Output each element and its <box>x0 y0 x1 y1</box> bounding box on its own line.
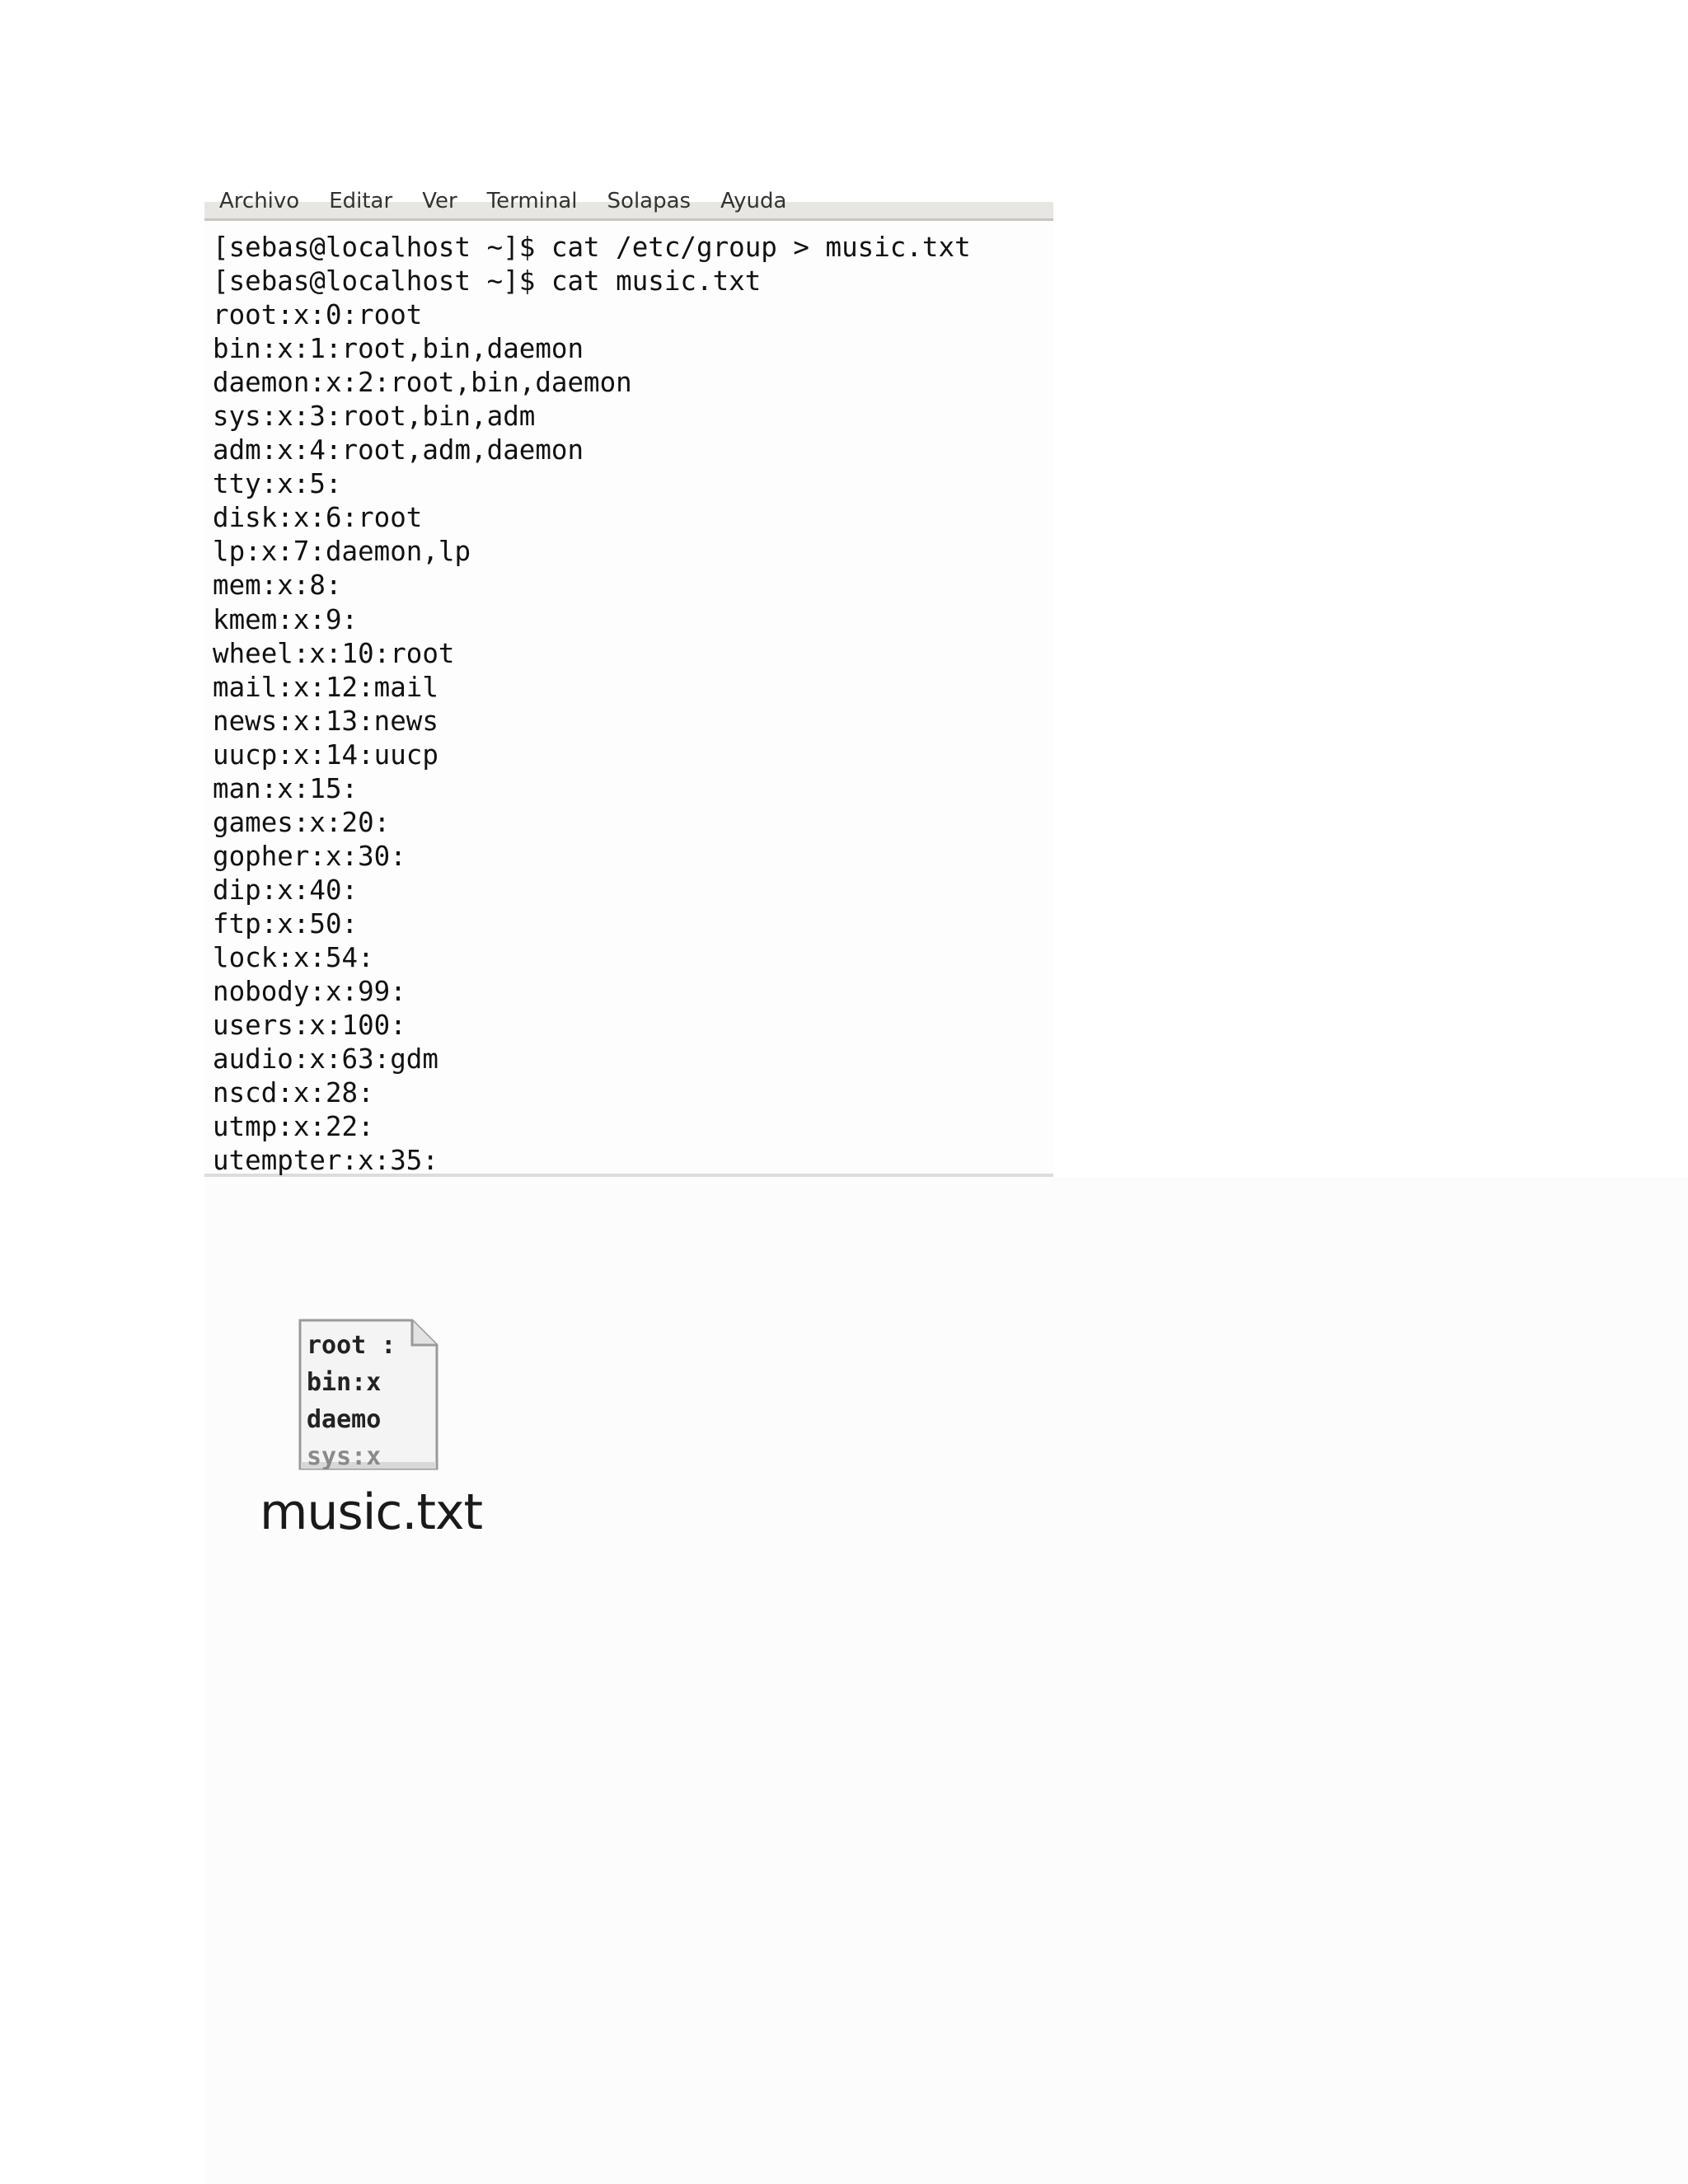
terminal-line: lp:x:7:daemon,lp <box>213 536 471 568</box>
file-preview-line: bin:x <box>307 1368 382 1397</box>
terminal-line: utempter:x:35: <box>213 1145 438 1177</box>
terminal-line: ftp:x:50: <box>213 907 359 940</box>
terminal-line: mem:x:8: <box>213 569 342 602</box>
terminal-line: utmp:x:22: <box>213 1111 374 1143</box>
menu-ver[interactable]: Ver <box>422 189 457 213</box>
menu-editar[interactable]: Editar <box>329 189 393 213</box>
terminal-line: tty:x:5: <box>213 468 342 500</box>
terminal-line: daemon:x:2:root,bin,daemon <box>213 367 632 399</box>
terminal-line: users:x:100: <box>213 1010 406 1042</box>
text-file-icon[interactable] <box>297 1317 440 1472</box>
terminal-line: wheel:x:10:root <box>213 637 455 669</box>
menu-terminal[interactable]: Terminal <box>486 189 578 213</box>
terminal-line: root:x:0:root <box>213 299 423 331</box>
menu-solapas[interactable]: Solapas <box>607 189 692 213</box>
file-preview-line: root : <box>307 1331 396 1360</box>
terminal-line: [sebas@localhost ~]$ cat music.txt <box>213 265 762 298</box>
terminal-line: sys:x:3:root,bin,adm <box>213 401 536 433</box>
terminal-line: kmem:x:9: <box>213 603 359 635</box>
terminal-line: man:x:15: <box>213 772 359 804</box>
file-preview-text <box>307 1327 430 1469</box>
terminal-line: uucp:x:14:uucp <box>213 738 438 771</box>
file-preview-line: daemo <box>307 1405 382 1434</box>
terminal-line: audio:x:63:gdm <box>213 1043 438 1076</box>
terminal-line: dip:x:40: <box>213 874 359 906</box>
terminal-line: nscd:x:28: <box>213 1077 374 1109</box>
terminal-menubar <box>204 189 1053 221</box>
terminal-line: nobody:x:99: <box>213 976 406 1008</box>
terminal-line: adm:x:4:root,adm,daemon <box>213 434 584 466</box>
terminal-window[interactable] <box>204 189 1053 1177</box>
terminal-line: disk:x:6:root <box>213 502 423 534</box>
menu-ayuda[interactable]: Ayuda <box>720 189 787 213</box>
terminal-line: bin:x:1:root,bin,daemon <box>213 333 584 365</box>
terminal-line: news:x:13:news <box>213 705 438 737</box>
terminal-line: mail:x:12:mail <box>213 671 438 703</box>
terminal-line: games:x:20: <box>213 806 391 838</box>
terminal-line: gopher:x:30: <box>213 840 406 872</box>
terminal-line: [sebas@localhost ~]$ cat /etc/group > music.txt <box>213 232 971 263</box>
terminal-line: lock:x:54: <box>213 941 374 973</box>
terminal-output[interactable] <box>204 221 1053 1178</box>
menu-archivo[interactable]: Archivo <box>219 189 300 213</box>
menubar-items <box>219 189 786 213</box>
file-name-label: music.txt <box>259 1483 483 1541</box>
file-preview-line: sys:x <box>307 1442 382 1471</box>
file-music-txt[interactable] <box>247 1310 495 1558</box>
